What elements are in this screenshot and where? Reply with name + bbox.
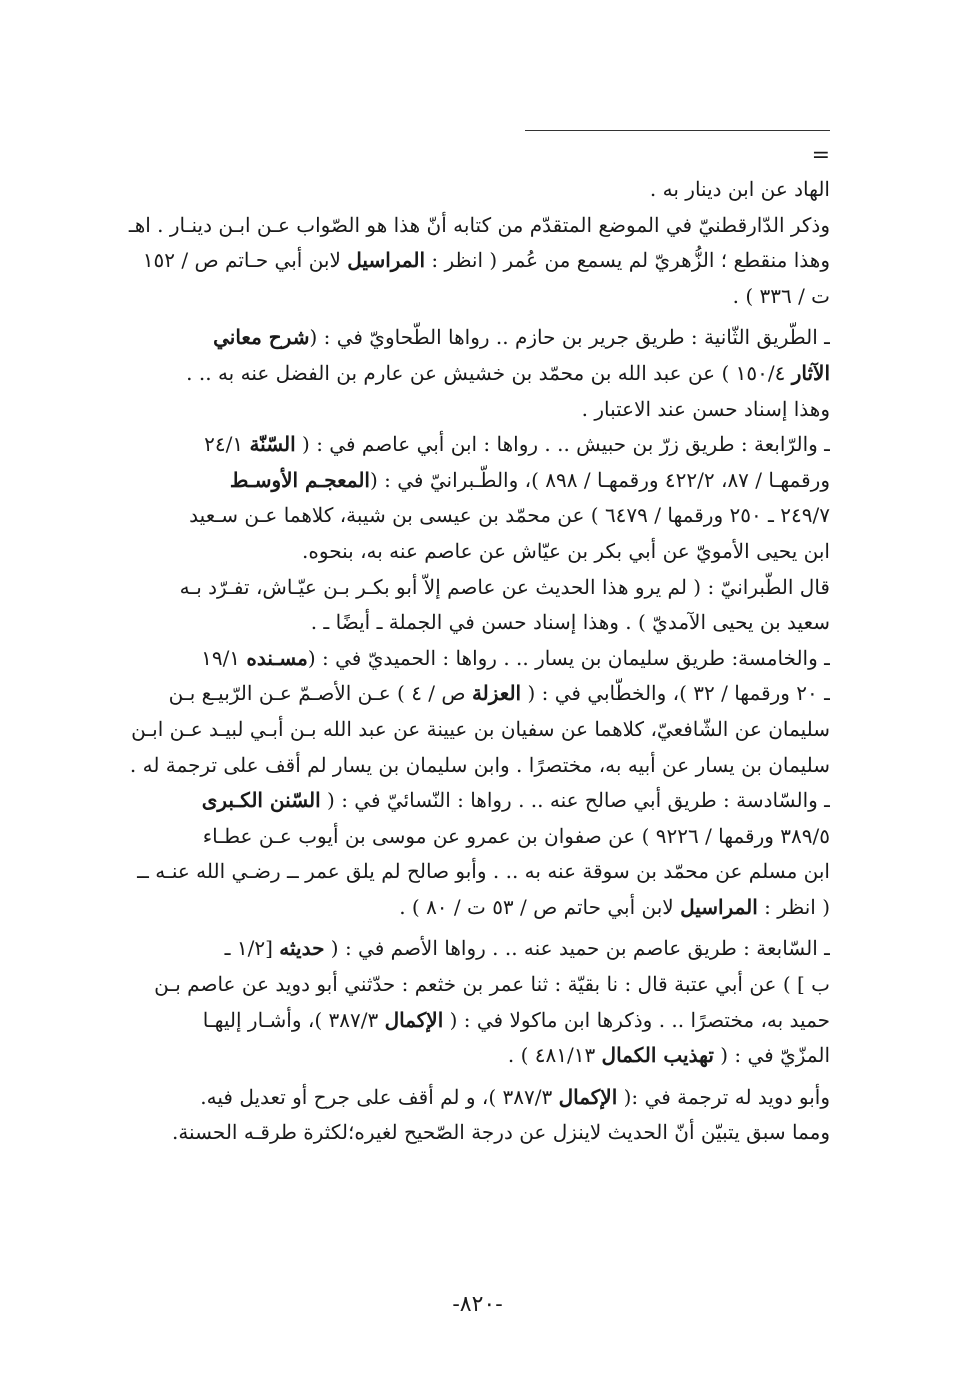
text-line bbox=[115, 931, 830, 967]
text-line bbox=[115, 712, 830, 748]
bold-source-title: السّنّة bbox=[249, 432, 296, 457]
bold-source-title: المراسيل bbox=[680, 894, 758, 919]
text-run: لابن أبي حاتم ص / ٥٣ ت / ٨٠ ) . bbox=[399, 894, 681, 919]
text-run: ٣٨٩/٥ ورقمها / ٩٢٢٦ ) عن صفوان بن عمرو عن موسى بن أيوب عـن عطـاء bbox=[202, 823, 830, 848]
text-run: حميد به، مختصرًا .. . وذكرها ابن ماكولا في : ( bbox=[443, 1007, 830, 1032]
text-line bbox=[115, 498, 830, 534]
bold-source-title: شرح معاني bbox=[213, 325, 310, 350]
text-run: ص / ٤ ) عـن الأصـمّ عـن الرّبيـع بـن bbox=[168, 681, 472, 706]
bold-source-title: السّنن الكـبرى bbox=[201, 788, 321, 813]
bold-source-title: حديثه bbox=[279, 936, 325, 961]
text-run: وذكر الدّارقطنيّ في الموضع المتقدّم من كتابه أنّ هذا هو الصّواب عـن ابـن دينـار . اهـ bbox=[128, 212, 830, 237]
text-run: المزّيّ في : ( bbox=[713, 1043, 830, 1068]
text-run: ـ الطّريق الثّانية : طريق جرير بن حازم .. رواها الطّحاويّ في : ( bbox=[309, 325, 830, 350]
text-run: ٢٤/١ bbox=[204, 432, 250, 457]
footnote-continuation-marker: = bbox=[811, 143, 830, 168]
text-run: ورقمهـا / ٨٧، ٤٢٢/٢ ورقمهـا / ٨٩٨ )، والطّـبرانيّ في : ( bbox=[369, 467, 830, 492]
text-line bbox=[115, 676, 830, 712]
text-line bbox=[115, 1038, 830, 1074]
text-line bbox=[115, 427, 830, 463]
text-run: ب ] ) عن أبي عتبة قال : نا بقيّة : ثنا عمر بن خثعم : حدّثني أبو دويد عن عاصم بـن bbox=[154, 972, 830, 997]
bold-source-title: تهذيب الكمال bbox=[601, 1043, 714, 1068]
text-run: وأبو دويد له ترجمة في :( bbox=[617, 1084, 830, 1109]
text-line bbox=[115, 392, 830, 428]
text-run: ٣٨٧/٣ )، وأشـار إليهـا bbox=[202, 1007, 385, 1032]
text-run: ـ والرّابعة : طريق زرّ بن حبيش .. . رواها : ابن أبي عاصم في : ( bbox=[295, 432, 830, 457]
text-run: وهذا إسناد حسن عند الاعتبار . bbox=[581, 396, 830, 421]
text-run: [١/٢ ـ bbox=[224, 936, 280, 961]
text-line bbox=[115, 819, 830, 855]
text-line bbox=[115, 967, 830, 1003]
bold-source-title: الآثار bbox=[791, 360, 830, 385]
text-run: ( انظر : bbox=[757, 894, 830, 919]
text-line bbox=[115, 641, 830, 677]
text-run: الهاد عن ابن دينار به . bbox=[649, 177, 830, 201]
text-run: لابن أبي حـاتم ص / ١٥٢ bbox=[142, 248, 348, 273]
text-run: ـ السّابعة : طريق عاصم بن حميد عنه .. . رواها الأصم في : ( bbox=[324, 936, 830, 961]
text-line bbox=[115, 356, 830, 392]
text-run: ابن يحيى الأمويّ عن أبي بكر بن عيّاش عن عاصم عنه به، بنحوه. bbox=[302, 538, 830, 563]
footnote-text bbox=[115, 172, 830, 1151]
bold-source-title: المراسيل bbox=[347, 248, 426, 273]
text-run: قال الطّبرانيّ : ( لم يرو هذا الحديث عن عاصم إلاّ أبو بكـر بـن عيّـاش، تفـرّد بـه bbox=[179, 574, 830, 599]
text-line bbox=[115, 748, 830, 784]
bold-source-title: المعجـم الأوسـط bbox=[229, 467, 370, 492]
text-run: ٤٨١/١٣ ) . bbox=[507, 1043, 602, 1068]
text-run: ـ والخامسة: طريق سليمان بن يسار .. . رواها : الحميديّ في : ( bbox=[307, 645, 830, 670]
text-line bbox=[115, 208, 830, 244]
text-run: ابن مسلم عن محمّد بن سوقة عنه به .. . وأبو صالح لم يلق عمر ــ رضـي الله عنـه ــ bbox=[137, 859, 830, 884]
text-run: سعيد بن يحيى الآمديّ ) . وهذا إسناد حسن في الجملة ـ أيضًا ـ . bbox=[310, 610, 830, 635]
text-line bbox=[115, 243, 830, 279]
text-line bbox=[115, 1080, 830, 1116]
text-run: ١٩/١ bbox=[201, 645, 247, 670]
text-line bbox=[115, 320, 830, 356]
text-line bbox=[115, 1003, 830, 1039]
text-line bbox=[115, 783, 830, 819]
bold-source-title: مسـنده bbox=[246, 645, 308, 670]
text-line bbox=[115, 279, 830, 315]
page-number: -٨٢٠- bbox=[452, 1292, 503, 1317]
text-line bbox=[115, 570, 830, 606]
text-run: وهذا منقطع ؛ الزُّهريّ لم يسمع من عُمر ( انظر : bbox=[425, 248, 830, 273]
text-line bbox=[115, 172, 830, 208]
text-run: ١٥٠/٤ ) عن عبد الله بن محمّد بن خشيش عن عارم بن الفضل عنه به .. . bbox=[186, 360, 792, 385]
text-line bbox=[115, 463, 830, 499]
text-run: سليمان بن يسار عن أبيه به، مختصرًا . وابن سليمان بن يسار لم أقف على ترجمة له . bbox=[129, 752, 830, 777]
bold-source-title: العزلة bbox=[471, 681, 522, 706]
footnote-separator bbox=[525, 130, 830, 131]
text-line bbox=[115, 605, 830, 641]
text-line bbox=[115, 890, 830, 926]
text-run: ٢٤٩/٧ ـ ٢٥٠ ورقمها / ٦٤٧٩ ) عن محمّد بن عيسى بن شيبة، كلاهما عـن سـعيد bbox=[189, 503, 830, 528]
text-run: سليمان عن الشّافعيّ، كلاهما عن سفيان بن عيينة عن عبد الله بـن أبـي لبيـد عـن ابـن bbox=[131, 716, 830, 741]
text-line bbox=[115, 534, 830, 570]
text-run: ـ والسّادسة : طريق أبي صالح عنه .. . رواها : النّسائيّ في : ( bbox=[320, 788, 830, 813]
text-line bbox=[115, 1115, 830, 1151]
bold-source-title: الإكمال bbox=[558, 1084, 618, 1109]
text-line bbox=[115, 854, 830, 890]
text-run: ومما سبق يتبيّن أنّ الحديث لاينزل عن درجة الصّحيح لغيره؛لكثرة طرقـه الحسنة. bbox=[171, 1120, 830, 1145]
text-run: ٣٨٧/٣ )، و لم أقف على جرح أو تعديل فيه. bbox=[200, 1084, 559, 1109]
text-run: ت / ٣٣٦ ) . bbox=[732, 283, 830, 308]
text-run: ـ ٢٠ ورقمها / ٣٢ )، والخطّابي في : ( bbox=[521, 681, 830, 706]
bold-source-title: الإكمال bbox=[384, 1007, 444, 1032]
